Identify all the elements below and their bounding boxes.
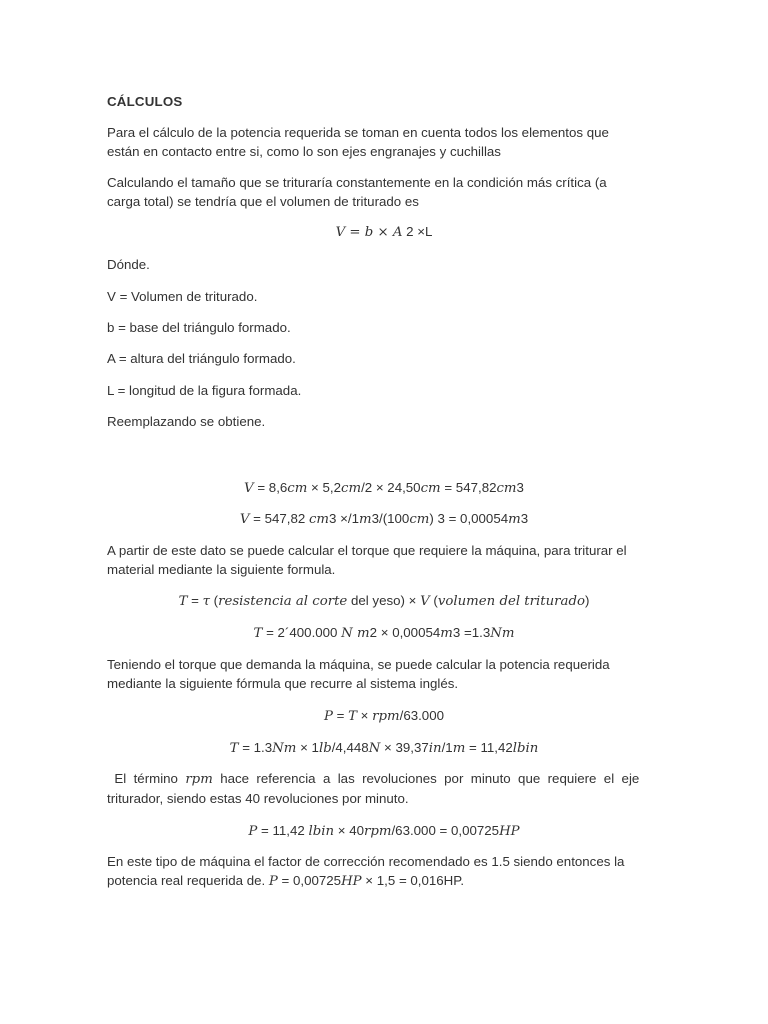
formula-text: = 11,42 (465, 740, 513, 755)
formula-text: = 11,42 (257, 823, 309, 838)
formula-unit: 𝑁 𝑚 (341, 626, 370, 641)
torque-conversion (107, 738, 661, 758)
intro-line-1: Para el cálculo de la potencia requerida se toman en cuenta todos los elementos que (107, 125, 609, 140)
reemplazando-label: Reemplazando se obtiene. (107, 414, 266, 429)
power-line-2: mediante la siguiente fórmula que recurre al sistema inglés. (107, 676, 459, 691)
volume-calculation-1 (107, 478, 661, 498)
formula-text: /1 (441, 740, 453, 755)
intro-paragraph (107, 123, 661, 161)
formula-text: × 39,37 (380, 740, 429, 755)
rpm-paragraph (107, 769, 661, 808)
formula-text: /2 × 24,50 (361, 480, 421, 495)
torque-formula (107, 591, 661, 611)
formula-symbol: 𝑉 (244, 481, 254, 496)
definition-v: V = Volumen de triturado. (107, 289, 258, 304)
formula-symbol: 𝑃 (248, 824, 258, 839)
formula-text: 3 =1.3 (452, 625, 491, 640)
formula-text: = (332, 708, 349, 723)
formula-text: × (356, 708, 373, 723)
formula-text: 3 (520, 511, 529, 526)
text-run: = 0,00725 (277, 873, 342, 888)
formula-text: 3 (516, 480, 524, 495)
power-formula (107, 706, 661, 726)
section-heading: CÁLCULOS (107, 94, 183, 109)
text-run: × 1,5 = 0,016HP. (361, 873, 465, 888)
formula-unit: 𝑖𝑛 (428, 741, 442, 756)
formula-unit: 𝑙𝑏𝑖𝑛 (308, 824, 335, 839)
formula-symbol: 𝑉 (335, 225, 346, 240)
torque-paragraph (107, 541, 661, 579)
power-line-1: Teniendo el torque que demanda la máquina, se puede calcular la potencia requerida (107, 657, 610, 672)
formula-unit: 𝑚 (359, 512, 372, 527)
donde-label: Dónde. (107, 257, 150, 272)
formula-text: = 1.3 (238, 740, 273, 755)
formula-text: ) (584, 593, 590, 608)
formula-term: 𝑣𝑜𝑙𝑢𝑚𝑒𝑛 𝑑𝑒𝑙 𝑡𝑟𝑖𝑡𝑢𝑟𝑎𝑑𝑜 (437, 594, 585, 609)
formula-symbol: 𝑇 (178, 594, 188, 609)
formula-unit: 𝑐𝑚 (341, 481, 362, 496)
formula-text: ) 3 = 0,00054 (429, 511, 509, 526)
formula-unit: 𝑁 (368, 741, 381, 756)
size-line-2: carga total) se tendría que el volumen de triturado es (107, 194, 419, 209)
formula-text: × 40 (334, 823, 364, 838)
formula-unit: 𝑚 (508, 512, 521, 527)
power-calculation (107, 821, 661, 841)
formula-text: × 1 (296, 740, 319, 755)
formula-unit: 𝑐𝑚 (420, 481, 441, 496)
formula-symbol: 𝜏 (202, 594, 210, 609)
text-run: El término (107, 771, 186, 786)
formula-text: = 2´400.000 (262, 625, 342, 640)
formula-symbol: 𝐴 (392, 225, 403, 240)
formula-text: del yeso) × (347, 593, 421, 608)
definition-a: A = altura del triángulo formado. (107, 351, 296, 366)
formula-unit: 𝑁𝑚 (272, 741, 297, 756)
formula-unit: 𝑚 (452, 741, 466, 756)
formula-unit: 𝑁𝑚 (490, 626, 515, 641)
formula-text: ( (209, 593, 219, 608)
formula-symbol: 𝑉 (239, 512, 250, 527)
torque-line-1: A partir de este dato se puede calcular el torque que requiere la máquina, para triturar el (107, 543, 627, 558)
rpm-line-2: triturador, siendo estas 40 revoluciones por minuto. (107, 791, 409, 806)
formula-text: = 547,82 (440, 480, 497, 495)
definition-l: L = longitud de la figura formada. (107, 383, 302, 398)
formula-text: 3/(100 (371, 511, 410, 526)
formula-unit: 𝑐𝑚 (409, 512, 430, 527)
formula-text: 2 ×L (402, 224, 433, 239)
power-paragraph (107, 655, 661, 693)
formula-symbol: 𝑇 (348, 709, 357, 724)
formula-symbol: 𝑟𝑝𝑚 (185, 772, 213, 787)
formula-text: = 547,82 (249, 511, 309, 526)
formula-unit: 𝑙𝑏𝑖𝑛 (512, 741, 539, 756)
formula-unit: 𝐻𝑃 (499, 824, 520, 839)
formula-symbol: 𝑃 (324, 709, 333, 724)
formula-symbol: 𝑃 (268, 874, 278, 889)
formula-text: /63.000 = 0,00725 (391, 823, 500, 838)
formula-symbol: 𝑉 (420, 594, 430, 609)
volume-calculation-2 (107, 509, 661, 529)
formula-text: /4,448 (331, 740, 369, 755)
torque-calculation (107, 623, 661, 643)
final-line-1: En este tipo de máquina el factor de corrección recomendado es 1.5 siendo entonces la (107, 854, 625, 869)
formula-symbol: 𝑟𝑝𝑚 (372, 709, 400, 724)
formula-unit: 𝑐𝑚 (496, 481, 517, 496)
formula-text: = 8,6 (253, 480, 288, 495)
formula-text: 2 × 0,00054 (369, 625, 441, 640)
text-run: hace referencia a las revoluciones por minuto que requiere el eje (212, 771, 640, 786)
rpm-line-1 (107, 769, 661, 789)
formula-unit: 𝑙𝑏 (318, 741, 332, 756)
size-line-1: Calculando el tamaño que se trituraría constantemente en la condición más crítica (a (107, 175, 607, 190)
text-run: potencia real requerida de. (107, 873, 269, 888)
formula-text: ( (429, 593, 438, 608)
size-paragraph (107, 173, 661, 211)
formula-unit: 𝑐𝑚 (308, 512, 330, 527)
formula-symbol: 𝑇 (229, 741, 239, 756)
formula-unit: 𝐻𝑃 (341, 874, 362, 889)
definition-b: b = base del triángulo formado. (107, 320, 291, 335)
formula-text: = (187, 593, 203, 608)
final-paragraph (107, 852, 661, 891)
volume-formula (107, 222, 661, 242)
formula-text: = 𝑏 × (345, 225, 393, 240)
final-line-2 (107, 871, 661, 891)
formula-unit: 𝑟𝑝𝑚 (364, 824, 392, 839)
formula-unit: 𝑚 (440, 626, 453, 641)
formula-symbol: 𝑇 (253, 626, 263, 641)
formula-unit: 𝑐𝑚 (287, 481, 308, 496)
formula-text: 3 ×/1 (329, 511, 359, 526)
formula-text: /63.000 (399, 708, 444, 723)
torque-line-2: material mediante la siguiente formula. (107, 562, 336, 577)
intro-line-2: están en contacto entre si, como lo son ejes engranajes y cuchillas (107, 144, 501, 159)
formula-term: 𝑟𝑒𝑠𝑖𝑠𝑡𝑒𝑛𝑐𝑖𝑎 𝑎𝑙 𝑐𝑜𝑟𝑡𝑒 (218, 594, 348, 609)
document-page (107, 0, 661, 1024)
formula-text: × 5,2 (307, 480, 341, 495)
